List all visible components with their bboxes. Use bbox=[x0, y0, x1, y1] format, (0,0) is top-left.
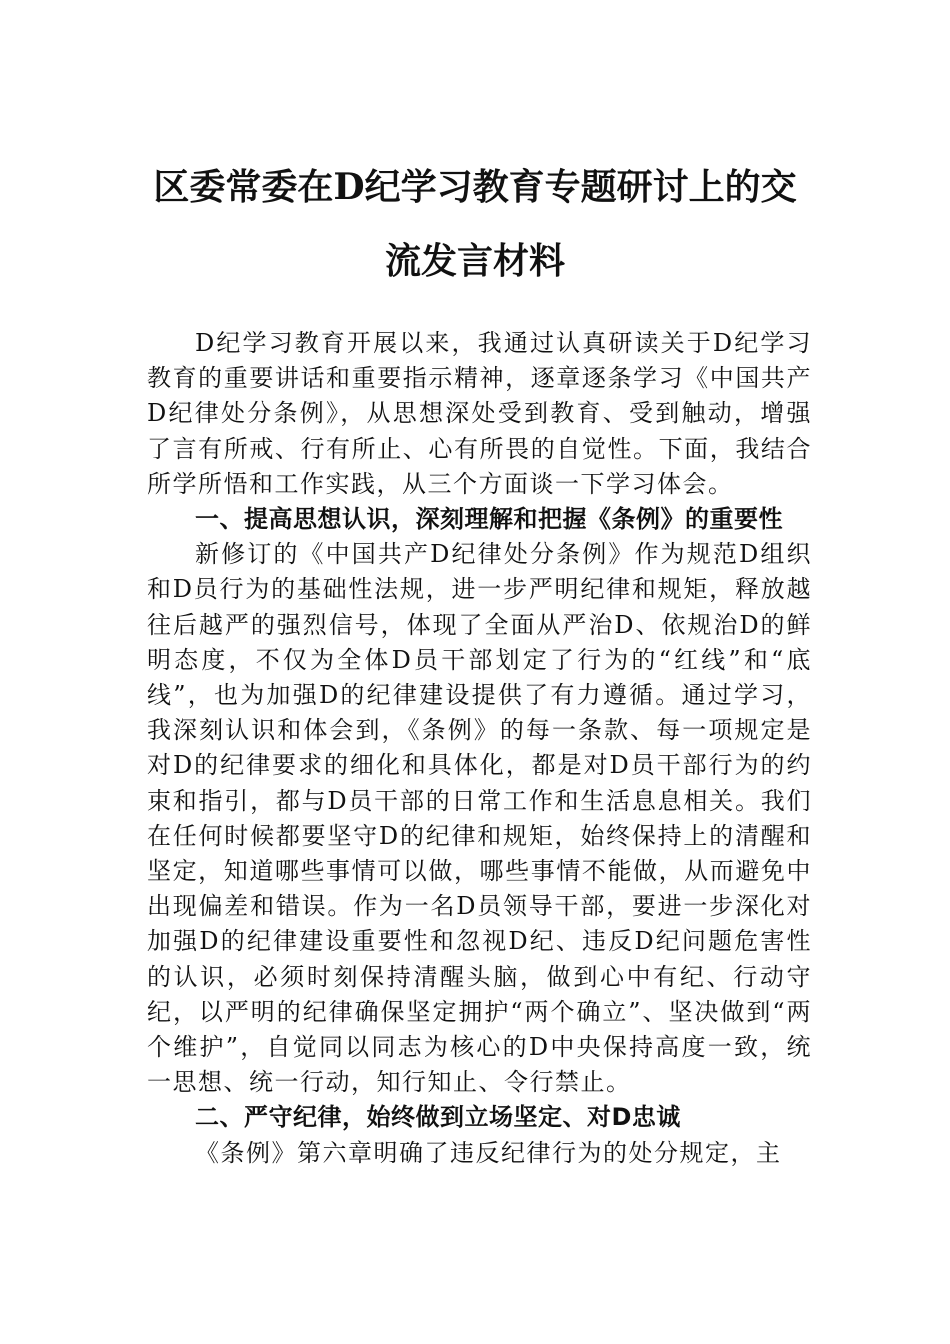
section-2-paragraph: 《条例》第六章明确了违反纪律行为的处分规定，主 bbox=[195, 1138, 782, 1167]
document-body bbox=[147, 326, 812, 1171]
section-heading-2: 二、严守纪律，始终做到立场坚定、对D忠诚 bbox=[195, 1103, 681, 1132]
intro-paragraph: D纪学习教育开展以来，我通过认真研读关于D纪学习教育的重要讲话和重要指示精神，逐章逐条学习《中国共产D纪律处分条例》，从思想深处受到教育、受到触动，增强了言有所戒、行有所止、心有所畏的自觉性。下面，我结合所学所悟和工作实践，从三个方面谈一下学习体会。 bbox=[147, 329, 812, 498]
document-title bbox=[140, 150, 810, 298]
section-1-paragraph: 新修订的《中国共产D纪律处分条例》作为规范D组织和D员行为的基础性法规，进一步严明纪律和规矩，释放越往后越严的强烈信号，体现了全面从严治D、依规治D的鲜明态度，不仅为全体D员干部划定了行为的“红线”和“底线”，也为加强D的纪律建设提供了有力遵循。通过学习，我深刻认识和体会到，《条例》的每一条款、每一项规定是对D的纪律要求的细化和具体化，都是对D员干部行为的约束和指引，都与D员干部的日常工作和生活息息相关。我们在任何时候都要坚守D的纪律和规矩，始终保持上的清醒和坚定，知道哪些事情可以做，哪些事情不能做，从而避免中出现偏差和错误。作为一名D员领导干部，要进一步深化对加强D的纪律建设重要性和忽视D纪、违反D纪问题危害性的认识，必须时刻保持清醒头脑，做到心中有纪、行动守纪，以严明的纪律确保坚定拥护“两个确立”、坚决做到“两个维护”，自觉同以同志为核心的D中央保持高度一致，统一思想、统一行动，知行知止、令行禁止。 bbox=[147, 540, 812, 1097]
title-line-2: 流发言材料 bbox=[384, 240, 565, 282]
title-line-1: 区委常委在D纪学习教育专题研讨上的交 bbox=[153, 166, 797, 208]
section-heading-1: 一、提高思想认识，深刻理解和把握《条例》的重要性 bbox=[195, 505, 783, 534]
